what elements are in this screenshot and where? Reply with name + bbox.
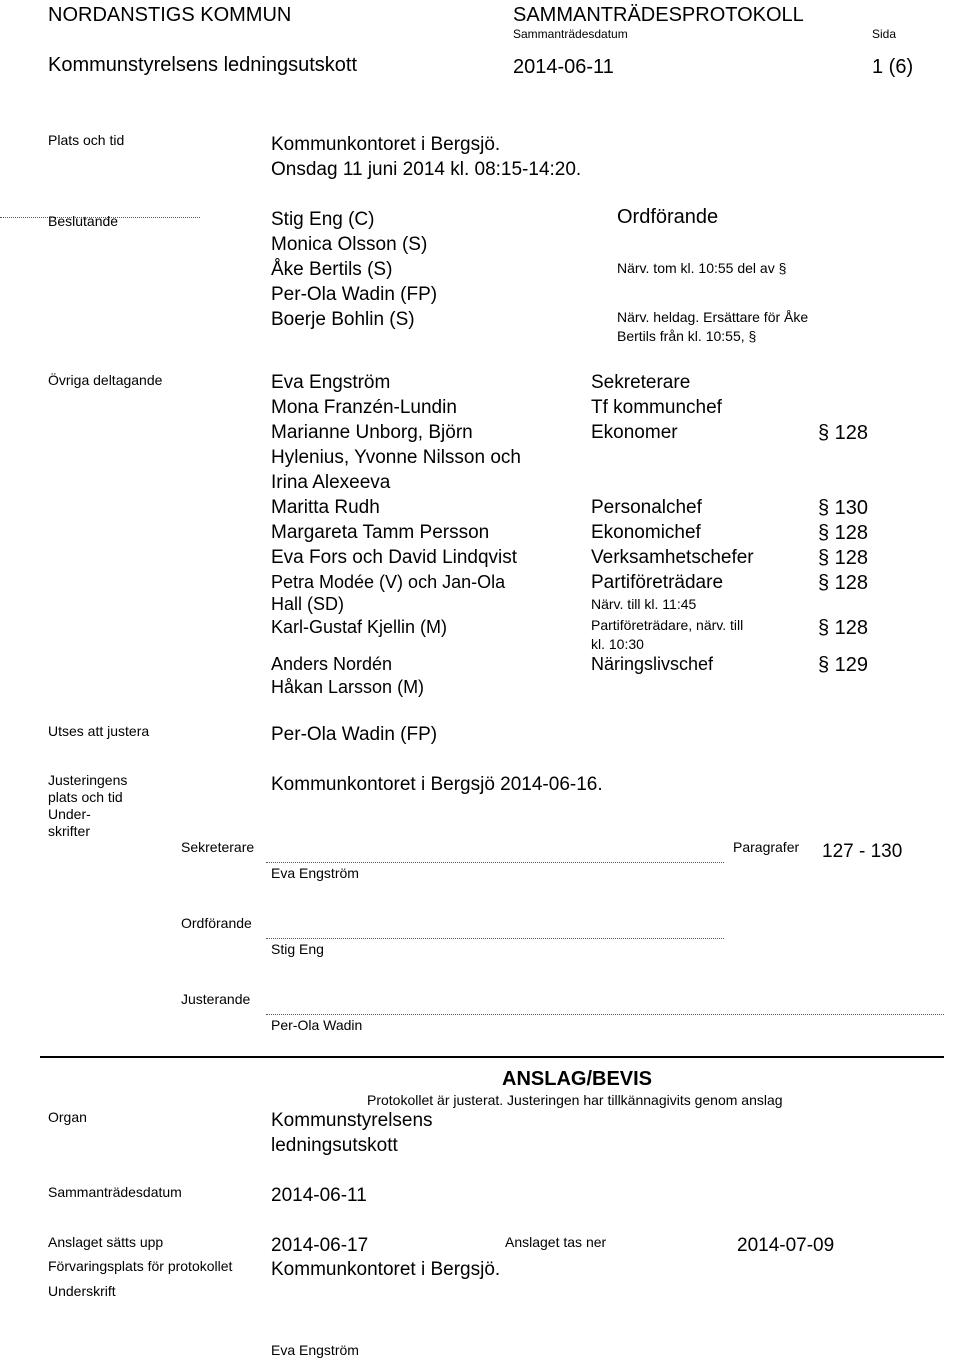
adjuster-name: Per-Ola Wadin bbox=[271, 1017, 363, 1033]
notice-date-value: 2014-06-11 bbox=[271, 1185, 367, 1206]
organ-value-2: ledningsutskott bbox=[271, 1135, 398, 1156]
member-3: Åke Bertils (S) bbox=[271, 259, 393, 280]
other-para-3: § 128 bbox=[818, 422, 869, 444]
adjust-place-value: Kommunkontoret i Bergsjö 2014-06-16. bbox=[271, 774, 603, 795]
chair-role: Ordförande bbox=[617, 206, 719, 228]
other-para-8: § 128 bbox=[818, 547, 869, 569]
adjust-place-label-1: Justeringens bbox=[48, 772, 128, 788]
place-line-1: Kommunkontoret i Bergsjö. bbox=[271, 134, 501, 155]
member-note-1: Närv. tom kl. 10:55 del av § bbox=[617, 260, 787, 276]
adjust-value: Per-Ola Wadin (FP) bbox=[271, 724, 438, 745]
adjust-place-label-4: skrifter bbox=[48, 823, 90, 839]
other-name-5: Irina Alexeeva bbox=[271, 472, 391, 493]
other-para-6: § 130 bbox=[818, 497, 869, 519]
chair-name: Stig Eng bbox=[271, 941, 324, 957]
other-name-3: Marianne Unborg, Björn bbox=[271, 422, 473, 443]
member-note-2b: Bertils från kl. 10:55, § bbox=[617, 328, 757, 344]
org-name: NORDANSTIGS KOMMUN bbox=[48, 4, 292, 26]
secretary-name: Eva Engström bbox=[271, 865, 359, 881]
header-page: 1 (6) bbox=[872, 56, 914, 78]
removed-value: 2014-07-09 bbox=[737, 1235, 835, 1256]
member-1: Stig Eng (C) bbox=[271, 209, 375, 230]
anders-para: § 129 bbox=[818, 654, 869, 676]
other-name-7: Margareta Tamm Persson bbox=[271, 522, 490, 543]
karl-para: § 128 bbox=[818, 617, 869, 639]
others-label: Övriga deltagande bbox=[48, 372, 163, 388]
adjust-place-label-3: Under- bbox=[48, 806, 91, 822]
anders-name: Anders Nordén bbox=[271, 654, 393, 674]
petra-name-2: Hall (SD) bbox=[271, 594, 345, 614]
other-name-2: Mona Franzén-Lundin bbox=[271, 397, 457, 418]
member-4: Per-Ola Wadin (FP) bbox=[271, 284, 438, 305]
organ-label: Organ bbox=[48, 1109, 87, 1125]
posted-label: Anslaget sätts upp bbox=[48, 1234, 164, 1250]
hakan-name: Håkan Larsson (M) bbox=[271, 677, 425, 697]
anders-role: Näringslivschef bbox=[591, 654, 714, 674]
place-time-label: Plats och tid bbox=[48, 132, 125, 148]
other-role-1: Sekreterare bbox=[591, 372, 691, 393]
member-note-2a: Närv. heldag. Ersättare för Åke bbox=[617, 309, 809, 325]
other-name-8: Eva Fors och David Lindqvist bbox=[271, 547, 518, 568]
adjuster-signature-line bbox=[266, 1014, 944, 1015]
notice-date-label: Sammanträdesdatum bbox=[48, 1184, 182, 1200]
adjuster-label: Justerande bbox=[181, 991, 251, 1007]
notice-title: ANSLAG/BEVIS bbox=[502, 1068, 653, 1090]
karl-role-1: Partiföreträdare, närv. till bbox=[591, 617, 744, 633]
notice-subtitle: Protokollet är justerat. Justeringen har tillkännagivits genom anslag bbox=[367, 1092, 783, 1108]
notice-divider bbox=[40, 1056, 944, 1058]
other-role-2: Tf kommunchef bbox=[591, 397, 722, 418]
header-page-label: Sida bbox=[872, 27, 897, 41]
secretary-signature-line bbox=[266, 862, 724, 863]
organ-value-1: Kommunstyrelsens bbox=[271, 1110, 433, 1131]
chair-label: Ordförande bbox=[181, 915, 252, 931]
other-name-1: Eva Engström bbox=[271, 372, 391, 393]
petra-note: Närv. till kl. 11:45 bbox=[591, 596, 697, 612]
storage-value: Kommunkontoret i Bergsjö. bbox=[271, 1259, 501, 1280]
chair-signature-line bbox=[266, 938, 724, 939]
signature-name: Eva Engström bbox=[271, 1342, 359, 1358]
doc-type: SAMMANTRÄDESPROTOKOLL bbox=[513, 4, 804, 26]
other-role-6: Personalchef bbox=[591, 497, 702, 518]
adjust-place-label-2: plats och tid bbox=[48, 789, 123, 805]
other-role-8: Verksamhetschefer bbox=[591, 547, 754, 568]
removed-label: Anslaget tas ner bbox=[505, 1234, 607, 1250]
karl-name: Karl-Gustaf Kjellin (M) bbox=[271, 617, 448, 637]
signature-label: Underskrift bbox=[48, 1283, 116, 1299]
header-date-label: Sammanträdesdatum bbox=[513, 27, 628, 41]
other-name-4: Hylenius, Yvonne Nilsson och bbox=[271, 447, 521, 468]
header-date: 2014-06-11 bbox=[513, 56, 614, 78]
petra-name-1: Petra Modée (V) och Jan-Ola bbox=[271, 572, 506, 592]
adjust-label: Utses att justera bbox=[48, 723, 150, 739]
storage-label: Förvaringsplats för protokollet bbox=[48, 1258, 233, 1274]
secretary-label: Sekreterare bbox=[181, 839, 255, 855]
other-name-6: Maritta Rudh bbox=[271, 497, 380, 518]
other-role-7: Ekonomichef bbox=[591, 522, 701, 543]
committee-name: Kommunstyrelsens ledningsutskott bbox=[48, 54, 358, 76]
member-5: Boerje Bohlin (S) bbox=[271, 309, 415, 330]
other-para-7: § 128 bbox=[818, 522, 869, 544]
other-role-3: Ekonomer bbox=[591, 422, 678, 443]
petra-para: § 128 bbox=[818, 572, 869, 594]
place-line-2: Onsdag 11 juni 2014 kl. 08:15-14:20. bbox=[271, 159, 582, 180]
paragraphs-label: Paragrafer bbox=[733, 839, 800, 855]
member-2: Monica Olsson (S) bbox=[271, 234, 428, 255]
petra-role: Partiföreträdare bbox=[591, 572, 724, 593]
karl-role-2: kl. 10:30 bbox=[591, 636, 644, 652]
posted-value: 2014-06-17 bbox=[271, 1235, 369, 1256]
paragraphs-value: 127 - 130 bbox=[822, 841, 903, 862]
deciding-label: Beslutande bbox=[48, 213, 119, 229]
